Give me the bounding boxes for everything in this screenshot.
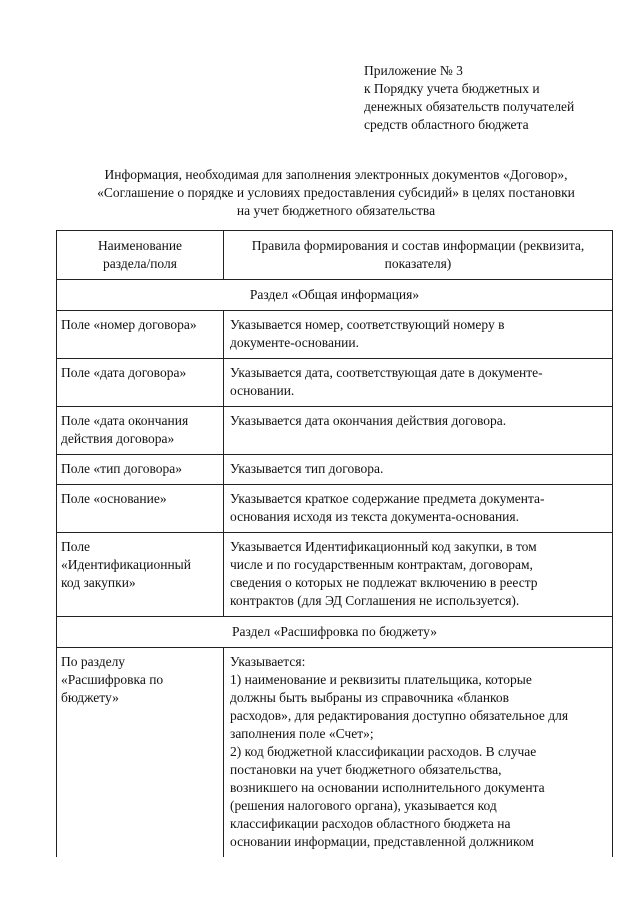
header-text: Наименование — [97, 238, 183, 253]
rule-text: основании. — [230, 383, 295, 398]
rule-text: расходов», для редактирования доступно обязательное для — [230, 708, 569, 723]
rule-cell — [224, 455, 613, 485]
document-title — [60, 166, 612, 220]
title-line: Информация, необходимая для заполнения электронных документов «Договор», — [104, 167, 568, 182]
header-text: раздела/поля — [103, 256, 177, 271]
field-cell — [57, 485, 224, 533]
header-text: Правила формирования и состав информации (реквизита, — [251, 238, 585, 253]
rule-text: Указывается дата окончания действия договора. — [230, 413, 507, 428]
rule-cell — [224, 407, 613, 455]
field-text: код закупки» — [61, 575, 136, 590]
field-text: бюджету» — [61, 690, 119, 705]
field-text: Поле «основание» — [61, 491, 167, 506]
section-row-budget — [57, 617, 613, 648]
rule-text: возникшего на основании исполнительного документа — [230, 780, 545, 795]
rule-text: числе и по государственным контрактам, договорам, — [230, 557, 533, 572]
rule-text: заполнения поле «Счет»; — [230, 726, 374, 741]
table-row — [57, 359, 613, 407]
appendix-line: денежных обязательств получателей — [364, 99, 575, 114]
requirements-table — [56, 230, 613, 857]
header-cell-section-field — [57, 231, 224, 280]
field-text: Поле «дата окончания — [61, 413, 189, 428]
header-text: показателя) — [384, 256, 452, 271]
field-text: действия договора» — [61, 431, 175, 446]
field-cell — [57, 648, 224, 858]
field-text: По разделу — [61, 654, 126, 669]
rule-text: Указывается тип договора. — [230, 461, 384, 476]
rule-cell — [224, 485, 613, 533]
table-row — [57, 455, 613, 485]
table-row — [57, 485, 613, 533]
table-row — [57, 533, 613, 617]
appendix-line: Приложение № 3 — [364, 63, 463, 78]
table-row — [57, 407, 613, 455]
field-cell — [57, 311, 224, 359]
rule-text: Указывается: — [230, 654, 306, 669]
title-line: на учет бюджетного обязательства — [236, 203, 436, 218]
appendix-block — [364, 62, 574, 134]
rule-text: контрактов (для ЭД Соглашения не используется). — [230, 593, 520, 608]
section-row-general — [57, 280, 613, 311]
title-line: «Соглашение о порядке и условиях предоставления субсидий» в целях постановки — [97, 185, 575, 200]
rule-text: (решения налогового органа), указывается код — [230, 798, 497, 813]
rule-cell — [224, 533, 613, 617]
field-cell — [57, 407, 224, 455]
field-text: Поле «номер договора» — [61, 317, 197, 332]
field-cell — [57, 455, 224, 485]
field-text: «Идентификационный — [61, 557, 191, 572]
rule-text: 1) наименование и реквизиты плательщика, которые — [230, 672, 532, 687]
section-title: Раздел «Общая информация» — [57, 280, 613, 311]
field-cell — [57, 533, 224, 617]
appendix-line: к Порядку учета бюджетных и — [364, 81, 540, 96]
table-row — [57, 648, 613, 858]
rule-cell — [224, 359, 613, 407]
rule-text: 2) код бюджетной классификации расходов. В случае — [230, 744, 537, 759]
rule-text: основании информации, представленной должником — [230, 834, 534, 849]
rule-cell — [224, 648, 613, 858]
section-title: Раздел «Расшифровка по бюджету» — [57, 617, 613, 648]
rule-text: классификации расходов областного бюджета на — [230, 816, 511, 831]
field-text: Поле — [61, 539, 91, 554]
rule-text: документе-основании. — [230, 335, 359, 350]
header-cell-rules — [224, 231, 613, 280]
table-header-row — [57, 231, 613, 280]
rule-text: Указывается краткое содержание предмета документа- — [230, 491, 545, 506]
table-row — [57, 311, 613, 359]
rule-text: сведения о которых не подлежат включению в реестр — [230, 575, 538, 590]
field-text: Поле «дата договора» — [61, 365, 187, 380]
field-text: Поле «тип договора» — [61, 461, 182, 476]
field-text: «Расшифровка по — [61, 672, 164, 687]
rule-text: Указывается номер, соответствующий номеру в — [230, 317, 505, 332]
rule-text: Указывается дата, соответствующая дате в документе- — [230, 365, 543, 380]
rule-cell — [224, 311, 613, 359]
rule-text: Указывается Идентификационный код закупки, в том — [230, 539, 537, 554]
rule-text: основания исходя из текста документа-основания. — [230, 509, 519, 524]
field-cell — [57, 359, 224, 407]
appendix-line: средств областного бюджета — [364, 117, 529, 132]
rule-text: постановки на учет бюджетного обязательства, — [230, 762, 502, 777]
rule-text: должны быть выбраны из справочника «бланков — [230, 690, 510, 705]
